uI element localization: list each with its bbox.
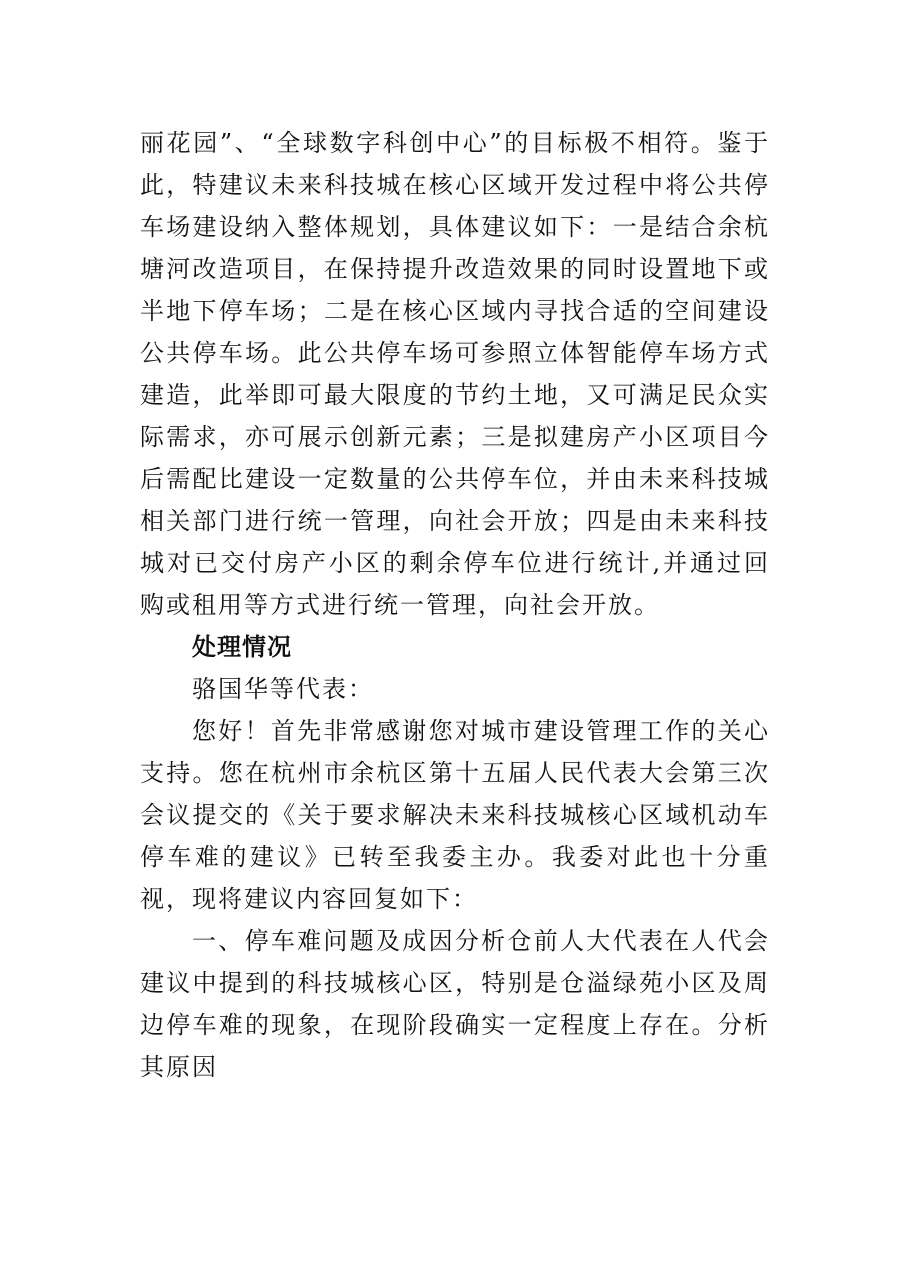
suggestion-paragraph: 丽花园”、“全球数字科创中心”的目标极不相符。鉴于此，特建议未来科技城在核心区域开发过程中将公共停车场建设纳入整体规划，具体建议如下：一是结合余杭塘河改造项目，在保持提升改造效果的同时设置地下或半地下停车场；二是在核心区域内寻找合适的空间建设公共停车场。此公共停车场可参照立体智能停车场方式建造，此举即可最大限度的节约土地，又可满足民众实际需求，亦可展示创新元素；三是拟建房产小区项目今后需配比建设一定数量的公共停车位，并由未来科技城相关部门进行统一管理，向社会开放；四是由未来科技城对已交付房产小区的剩余停车位进行统计,并通过回购或租用等方式进行统一管理，向社会开放。 [140, 129, 770, 619]
document-body [140, 122, 770, 1088]
analysis-paragraph: 一、停车难问题及成因分析仓前人大代表在人代会建议中提到的科技城核心区，特别是仓溢绿苑小区及周边停车难的现象，在现阶段确实一定程度上存在。分析其原因 [140, 927, 770, 1081]
section-heading: 处理情况 [192, 633, 292, 661]
reply-paragraph: 您好！首先非常感谢您对城市建设管理工作的关心支持。您在杭州市余杭区第十五届人民代表大会第三次会议提交的《关于要求解决未来科技城核心区域机动车停车难的建议》已转至我委主办。我委对此也十分重视，现将建议内容回复如下： [140, 717, 770, 913]
salutation: 骆国华等代表： [192, 675, 374, 703]
